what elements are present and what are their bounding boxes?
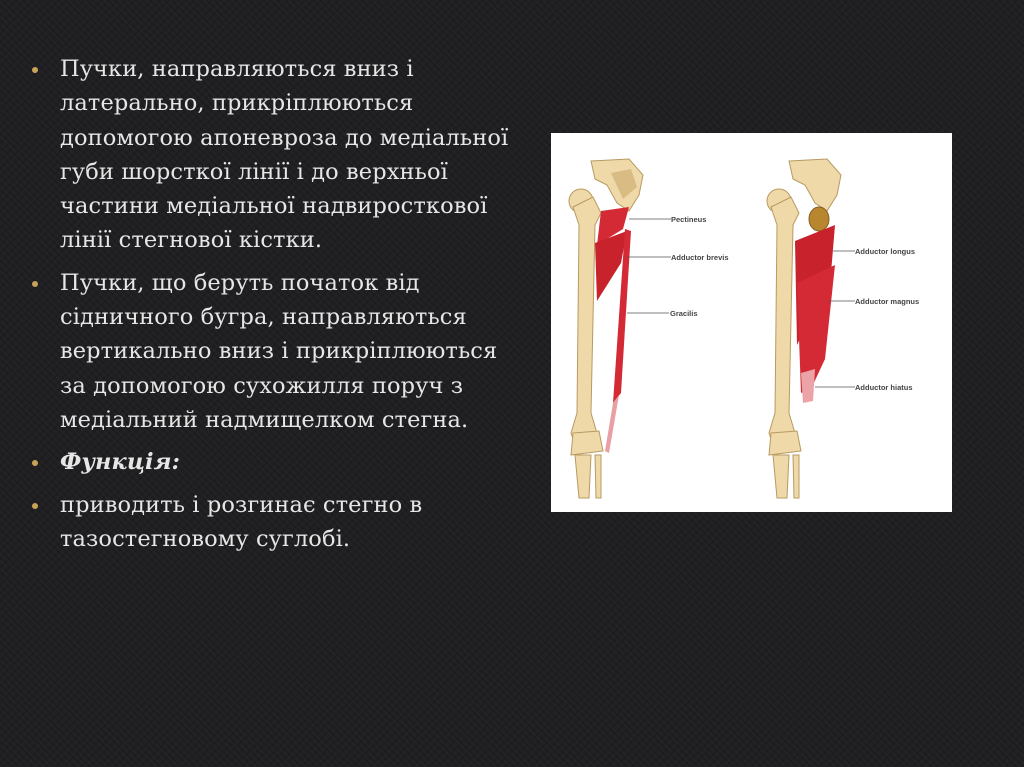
pelvis-right-bone [789,159,841,211]
adductor-hiatus-fade [801,369,815,403]
knee-right [769,431,801,455]
obturator-foramen-right [809,207,829,231]
bullet-text-1: Пучки, направляються вниз і латерально, прикріплюються допомогою апоневроза до медіальної губи шорсткої лінії і до верхньої частини медіальної надвиростковoї лінії стегнової кістки. [60,56,509,254]
bullet-dot-icon [32,460,38,466]
bullet-dot-icon [32,281,38,287]
adductor-longus-label: Adductor longus [855,247,915,256]
bullet-dot-icon [32,503,38,509]
bullet-text-4: приводить і розгинає стегно в тазостегновому суглобі. [60,491,423,552]
adductor-hiatus-label: Adductor hiatus [855,383,913,392]
bullet-item-2 [30,266,530,437]
bullet-item-1 [30,52,530,258]
fibula-right [793,455,799,498]
function-heading: Функція: [60,449,181,476]
tibia-left [575,455,591,498]
bullet-item-function-heading [30,445,530,479]
femur-left-bone [571,197,601,451]
gracilis-tendon [605,395,619,453]
bullet-text-2: Пучки, що беруть початок від сідничного бугра, направляються вертикально вниз і прикріплюються за допомогою сухожилля поруч з медіальний надмищелком стегна. [60,269,498,433]
adductor-magnus-label: Adductor magnus [855,297,920,306]
knee-left [571,431,603,455]
anatomy-figure [551,133,952,512]
femur-right-bone [769,197,799,451]
pectineus-label: Pectineus [671,215,707,224]
adductor-brevis-label: Adductor brevis [671,253,729,262]
gracilis-label: Gracilis [670,309,698,318]
tibia-right [773,455,789,498]
fibula-left [595,455,601,498]
left-leg-illustration [569,159,729,498]
anatomy-illustration [551,133,952,512]
bullet-item-4 [30,488,530,557]
right-leg-illustration [767,159,919,498]
bullet-list [30,52,530,564]
bullet-dot-icon [32,67,38,73]
